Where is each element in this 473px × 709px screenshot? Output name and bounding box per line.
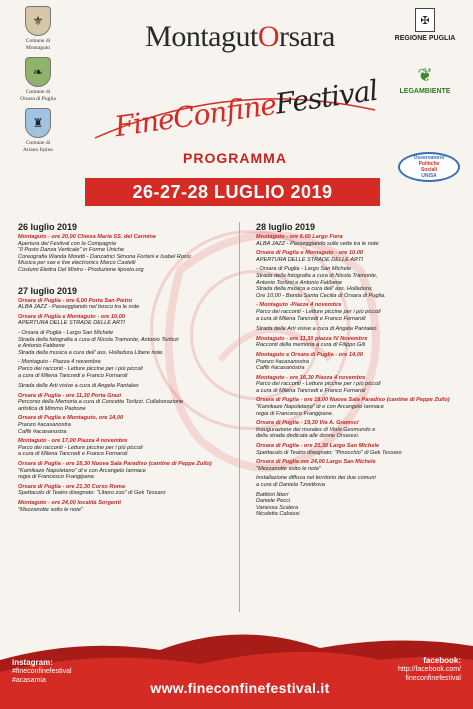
event-line: Strada della fotografia a cura di Nicola Tramonte, Antonio Torlizzi	[18, 336, 179, 343]
facebook-label: facebook:	[423, 656, 461, 665]
event-line: Strada delle Arti visive a cura di Angela Pantaleo	[18, 383, 139, 390]
legambiente-leaf-icon: ❦	[417, 64, 433, 85]
title-part-1: Montagut	[145, 20, 258, 53]
event-line: "Kamikaze Napoletano" di e con Arcangelo Iannace	[18, 467, 146, 474]
event-heading: Orsara di Puglia - ore 11,30 Porta Grazi	[18, 392, 122, 399]
program-event	[18, 393, 223, 413]
day-heading: 27 luglio 2019	[18, 285, 78, 296]
event-line: artistica di Mimmo Padrone	[18, 405, 86, 412]
title-part-3: rsara	[279, 20, 335, 53]
municipality-logos	[8, 6, 68, 159]
event-line: e Antonio Fatibene	[18, 343, 65, 350]
event-line: Costumi Elettra Del Mistro - Produzione ilposto.org	[18, 266, 144, 273]
event-line: Parco dei racconti - Letture piccine per i più piccoli	[18, 365, 143, 372]
event-line: Vanessa Scalera	[256, 504, 299, 511]
event-line: Ore 10,00 - Banda Santa Cecilia di Orsara di Puglia.	[256, 292, 386, 299]
program-event	[256, 443, 461, 456]
instagram-hashtag[interactable]: #fineconfinefestival	[12, 668, 72, 675]
event-line: APERTURA DELLE STRADE DELLE ARTI	[18, 320, 125, 327]
column-divider	[239, 222, 240, 612]
event-line: - Orsara di Puglia - Largo San Michele	[18, 329, 114, 336]
event-heading: Orsara di Puglia - ore 18,00 Nuova Sala Paradiso (cantine di Peppe Zullo)	[256, 397, 450, 404]
day-heading: 26 luglio 2019	[18, 222, 78, 232]
day-heading: 28 luglio 2019	[256, 222, 316, 232]
sponsor-logos	[385, 8, 465, 95]
event-line: Pranzo #acasanostra	[18, 422, 71, 429]
event-line: Spettacolo di Teatro disegnato: "Pinocchio" di Gek Tessaro	[256, 449, 402, 456]
event-heading: Orsara di Puglia - ore 18,30 Nuova Sala Paradiso (cantine di Peppe Zullo)	[18, 461, 212, 468]
logo-regione-puglia	[385, 8, 465, 42]
logo-caption: Comune di Orsara di Puglia	[20, 89, 56, 102]
event-heading: Montaguto - ore 20,00 Chiesa Maria SS. del Carmine	[18, 234, 157, 240]
regione-label: REGIONE PUGLIA	[394, 35, 456, 42]
event-line: a cura di Milena Tancredi e Franco Fornaroli	[256, 387, 366, 394]
program-event	[18, 234, 223, 274]
program-event	[18, 314, 223, 327]
osservatorio-line: UNISA	[421, 173, 437, 179]
event-heading: Orsara di Puglia - ore 21,30 Corso Roma	[18, 483, 125, 490]
event-line: Racconti della memoria a cura di Filippo Gili	[256, 342, 366, 349]
event-line: a cura di Milena Tancredi e Franco Fornaroli	[256, 315, 366, 322]
event-line: Musica per sax e live electronics Marco Castelli	[18, 260, 136, 267]
osservatorio-line: Politiche	[418, 161, 440, 167]
coat-of-arms-montaguto-icon: ⚜	[25, 6, 51, 36]
spacer	[18, 277, 223, 282]
montaguto-orsara-title	[110, 20, 370, 54]
event-heading: Orsara di Puglia e Montaguto, ore 14,00	[18, 415, 124, 422]
festival-part-1: FineConfine	[112, 88, 278, 144]
program-event	[256, 459, 461, 472]
program-event	[18, 359, 223, 389]
logo-caption: Comune di Montaguto	[25, 38, 51, 51]
instagram-label: instagram:	[12, 658, 53, 667]
event-line: Coreografia Wanda Moretti - Danzatrici Simona Forlani e Isabel Rossi	[18, 253, 191, 260]
event-line: "Kamikaze Napoletano" di e con Arcangelo Iannace	[256, 404, 384, 411]
event-heading: Orsara di Puglia - ore 6,00 Porta San Pietro	[18, 297, 133, 304]
program-event	[18, 330, 223, 356]
legambiente-label: LEGAMBIENTE	[399, 88, 451, 95]
event-line: Daniele Pecci	[256, 498, 291, 505]
program-event	[18, 415, 223, 435]
logo-caption: Comune di Ariano Irpino	[22, 140, 54, 153]
event-line: Strada della musica a cura dell' ass. Holladura;	[256, 286, 373, 293]
website-url[interactable]: www.fineconfinefestival.it	[150, 680, 330, 696]
facebook-url[interactable]: http://facebook.com/	[397, 666, 461, 673]
event-line: regia di Francesco Frangipane.	[18, 474, 96, 481]
event-heading: Orsara di Puglia - ore 21,30 Largo San Michele	[256, 443, 380, 450]
event-heading: Montaguto - ore 24,00 località Sorgenti	[18, 500, 121, 506]
event-line: Battitori liberi	[256, 491, 289, 498]
coat-of-arms-orsara-icon: ❧	[25, 57, 51, 87]
event-heading: Orsara di Puglia - 19,30 Via A. Gramsci	[256, 420, 359, 427]
event-line: a cura di Daniela Tzvetkova	[256, 482, 326, 488]
programma-heading: PROGRAMMA	[183, 150, 287, 166]
event-heading: Montaguto - ore 11,30 piazza IV Novembre	[256, 335, 368, 342]
logo-orsara	[8, 57, 68, 102]
event-line: Strada delle Arti visive a cura di Angela Pantaleo	[256, 326, 377, 333]
event-heading: Montaguto e Orsara di Puglia - ore 14,00	[256, 351, 363, 358]
program-event	[256, 250, 461, 263]
program-event	[18, 500, 223, 513]
coat-of-arms-ariano-icon: ♜	[25, 108, 51, 138]
program-event	[256, 397, 461, 417]
event-line: ALBA JAZZ - Passeggiando nel bosco tra le note	[18, 304, 140, 311]
event-line: Nicoletta Cabassi	[256, 511, 300, 518]
fineconfine-festival-title	[95, 71, 397, 145]
event-line: Inaugurazione dei murales di Viola Gesmundo e	[256, 426, 376, 433]
event-line: "Mezzanotte sotto le note"	[18, 506, 83, 513]
title-part-2: O	[257, 20, 280, 53]
event-line: - Montaguto - Piazza 4 novembre	[18, 359, 101, 366]
program-event	[18, 484, 223, 497]
event-heading: Montaguto - ore 16,30 Piazza 4 novembre	[256, 374, 366, 381]
program-event	[256, 234, 461, 247]
event-line: Apertura del Festival con la Compagnia	[18, 240, 116, 247]
event-line: Strada della fotografia a cura di Nicola Tramonte,	[256, 272, 378, 279]
program-event	[256, 375, 461, 395]
event-line: Installazione diffusa nel territorio dei due comuni	[256, 475, 376, 482]
event-line: - Orsara di Puglia - Largo San Michele	[256, 266, 352, 273]
program-event	[256, 492, 461, 518]
program-event	[256, 266, 461, 299]
logo-ariano	[8, 108, 68, 153]
festival-dates-band: 26-27-28 LUGLIO 2019	[85, 178, 380, 206]
program-event	[256, 302, 461, 332]
event-line: Strada della musica a cura dell' ass. Holladura Libere note.	[18, 349, 164, 356]
facebook-url[interactable]: fineconfinefestival	[405, 675, 461, 682]
event-line: a cura di Milena Tancredi e Franco Fornaroli	[18, 451, 128, 458]
event-line: della strada dedicata alle donne Orsaresi.	[256, 433, 360, 440]
program-event	[18, 298, 223, 311]
event-heading: Montaguto - ore 6.00 Largo Fiera	[256, 234, 343, 240]
event-line: Pranzo #acasanostra	[256, 358, 309, 365]
event-line: Spettacolo di Teatro disegnato: "Libero zoo" di Gek Tessaro	[18, 490, 166, 497]
program-event	[256, 420, 461, 440]
event-line: ALBA JAZZ - Passeggiando sulle vette tra le note	[256, 240, 379, 247]
event-line: a cura di Milena Tancredi e Franco Fornaroli	[18, 372, 128, 379]
event-heading: Orsara di Puglia e Montaguto - ore 10,00	[18, 313, 125, 320]
event-line: Percorso della Memoria a cura di Concetta Torlizzi. Collaborazione	[18, 399, 184, 406]
event-heading: Montaguto - ore 17,00 Piazza 4 novembre	[18, 438, 128, 445]
logo-legambiente	[385, 64, 465, 95]
event-line: Caffè #acasanostra	[256, 365, 305, 372]
facebook-info	[351, 656, 461, 683]
event-line: Parco dei racconti - Letture piccine per i più piccoli	[18, 444, 143, 451]
program-event	[256, 352, 461, 372]
instagram-info	[12, 658, 122, 685]
event-line: Parco dei racconti - Letture piccine per i più piccoli	[256, 308, 381, 315]
festival-part-2: Festival	[273, 73, 380, 121]
event-line: "Il Posto Danza Verticale" in Forme Uniche	[18, 247, 125, 254]
program-column-right	[256, 222, 461, 521]
event-line: Caffè #acasanostra	[18, 428, 67, 435]
event-heading: Orsara di Puglia e Montaguto - ore 10.00	[256, 250, 363, 257]
event-heading: - Montaguto -Piazza 4 novembre	[256, 302, 342, 309]
program-event	[256, 475, 461, 488]
event-line: "Mezzanotte sotto le note"	[256, 465, 321, 472]
program-event	[256, 336, 461, 349]
event-line: regia di Francesco Frangipane.	[256, 410, 334, 417]
logo-montaguto	[8, 6, 68, 51]
event-line: Parco dei racconti - Letture piccine per i più piccoli	[256, 381, 381, 388]
osservatorio-line: Osservatorio	[413, 155, 445, 161]
event-line: APERTURA DELLE STRADE DELLE ARTI	[256, 256, 363, 263]
logo-osservatorio	[398, 152, 460, 182]
event-line: Antonio Torlizzi e Antonio Fatibene	[256, 279, 343, 286]
program-event	[18, 461, 223, 481]
osservatorio-line: Sociali	[420, 167, 438, 173]
program-event	[18, 438, 223, 458]
regione-emblem-icon: ✠	[415, 8, 435, 32]
event-heading: Orsara di Puglia ore 24,00 Largo San Michele	[256, 459, 376, 466]
instagram-hashtag[interactable]: #acasamia	[12, 677, 46, 684]
program-column-left	[18, 222, 223, 516]
